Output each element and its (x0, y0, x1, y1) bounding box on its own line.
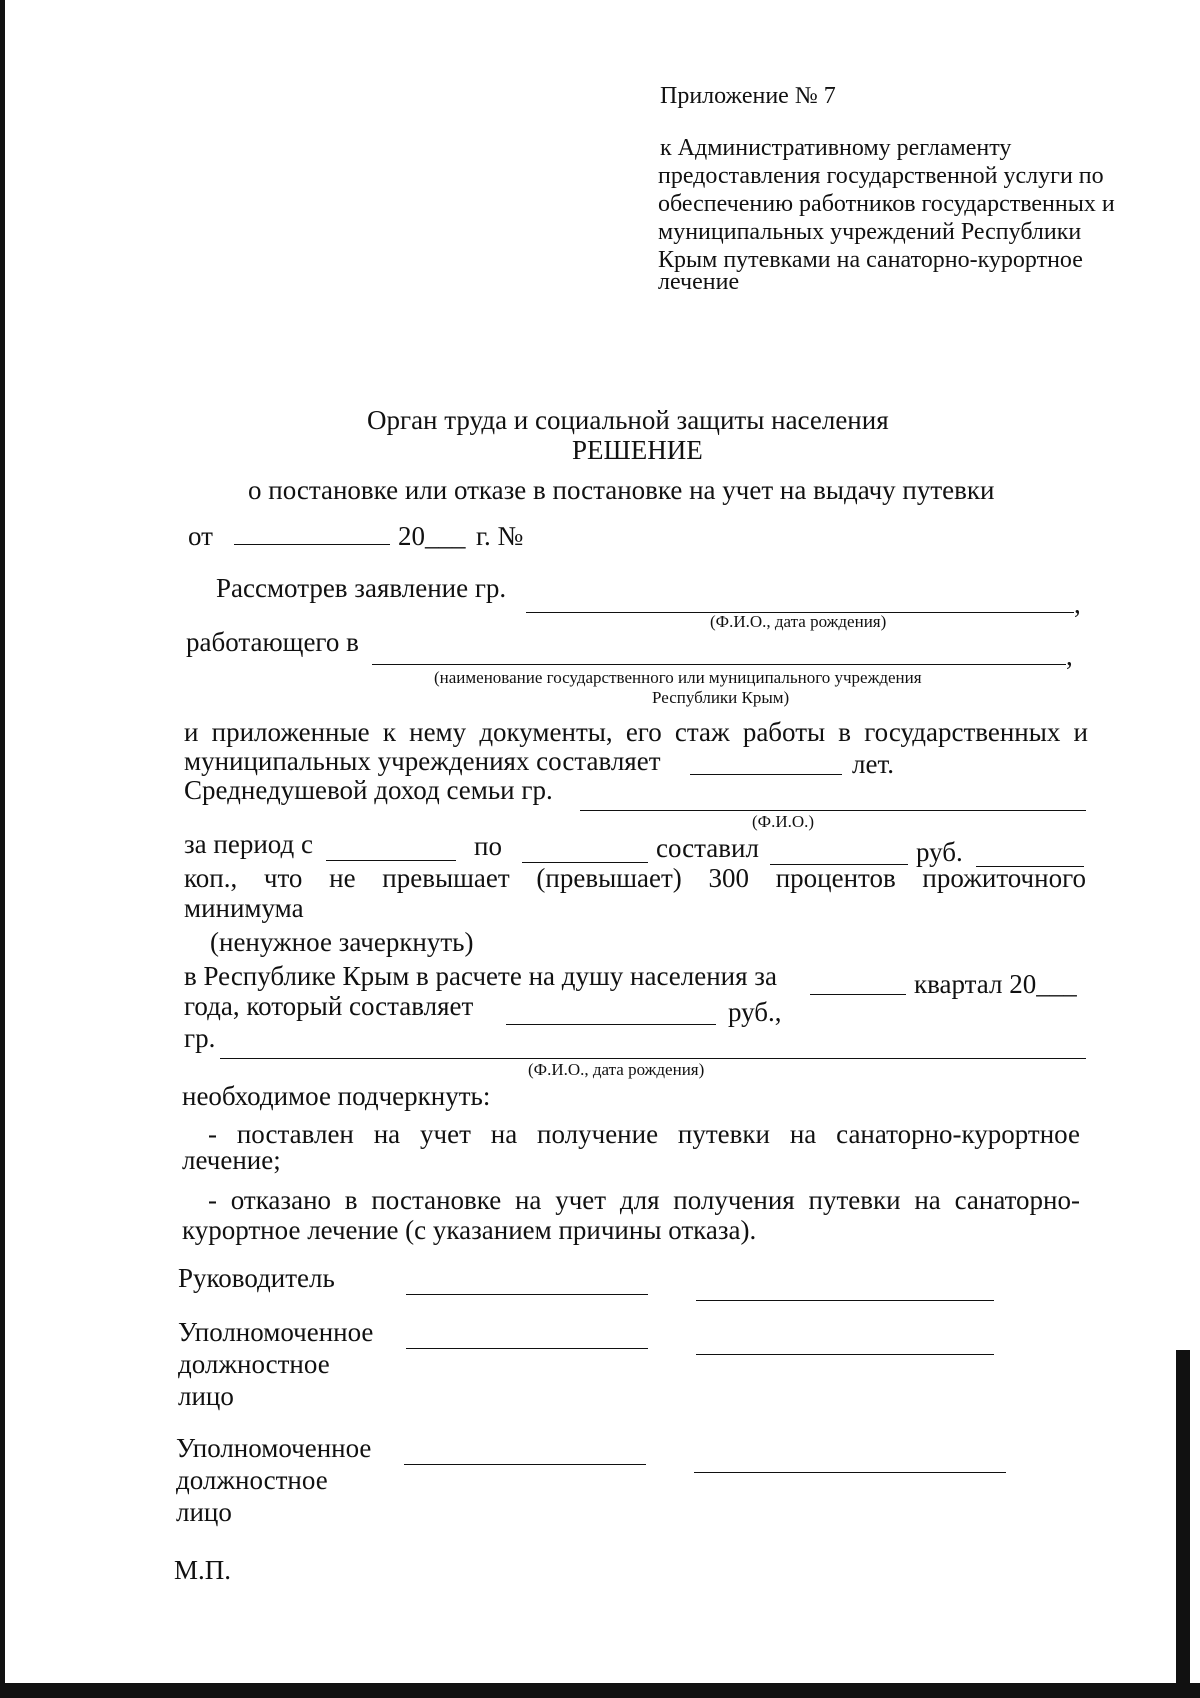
institution-comma: , (1066, 641, 1073, 671)
reference-line-2: предоставления государственной услуги по (658, 163, 1104, 189)
reference-line-4: муниципальных учреждений Республики (658, 219, 1082, 245)
gr-label: гр. (184, 1023, 216, 1053)
income-label: Среднедушевой доход семьи гр. (184, 775, 553, 805)
date-year: 20___ (398, 521, 466, 551)
official-1-line-2: должностное (178, 1349, 330, 1379)
minimum-amount-blank (506, 1024, 716, 1025)
hint-fio-birth: (Ф.И.О., дата рождения) (710, 612, 887, 631)
period-from-blank (326, 860, 456, 861)
year-line: года, который составляет (184, 991, 474, 1021)
scan-right-edge (1176, 1350, 1190, 1683)
stazh-line-2: муниципальных учреждениях составляет (184, 746, 661, 776)
stazh-years-blank (690, 774, 842, 775)
option-registered-line-2: лечение; (182, 1145, 281, 1175)
quarter-blank (810, 994, 906, 995)
reference-line-1: к Административному регламенту (660, 135, 1012, 161)
scan-left-mark (0, 648, 3, 660)
stazh-years-label: лет. (852, 749, 894, 779)
official-1-line-1: Уполномоченное (178, 1317, 374, 1347)
stazh-line-1: и приложенные к нему документы, его стаж работы в государственных и (184, 717, 1088, 747)
income-fio-blank (580, 810, 1086, 811)
official-1-signature-blank (406, 1348, 648, 1349)
hint-fio: (Ф.И.О.) (752, 812, 815, 831)
scan-left-edge (0, 0, 5, 1698)
applicant-comma: , (1074, 589, 1081, 619)
official-1-line-3: лицо (178, 1381, 234, 1411)
considered-label: Рассмотрев заявление гр. (216, 573, 507, 603)
head-name-blank (696, 1300, 994, 1301)
decision-title: РЕШЕНИЕ (572, 435, 703, 465)
working-in-label: работающего в (186, 627, 359, 657)
date-number-label: г. № (476, 521, 524, 551)
reference-line-3: обеспечению работников государственных и (658, 191, 1115, 217)
scan-bottom-edge (0, 1683, 1200, 1698)
organ-title: Орган труда и социальной защиты населения (367, 405, 889, 435)
official-1-name-blank (696, 1354, 994, 1355)
hint-institution-2: Республики Крым) (652, 688, 790, 707)
institution-blank (372, 664, 1066, 665)
gr-fio-blank (220, 1058, 1086, 1059)
date-blank (234, 544, 390, 545)
kop-line: коп., что не превышает (превышает) 300 процентов прожиточного (184, 863, 1086, 893)
official-2-line-1: Уполномоченное (176, 1433, 372, 1463)
rub-label: руб. (916, 837, 963, 867)
rub-comma-label: руб., (728, 997, 782, 1027)
amounted-label: составил (656, 833, 759, 863)
official-2-name-blank (694, 1472, 1006, 1473)
underline-note: необходимое подчеркнуть: (182, 1081, 491, 1111)
official-2-line-3: лицо (176, 1497, 232, 1527)
option-refused-line-1: - отказано в постановке на учет для получения путевки на санаторно- (208, 1185, 1080, 1215)
reference-line-5: Крым путевками на санаторно-курортное (658, 247, 1083, 273)
republic-line: в Республике Крым в расчете на душу населения за (184, 961, 777, 991)
decision-subject: о постановке или отказе в постановке на учет на выдачу путевки (248, 475, 995, 505)
period-to-label: по (474, 831, 502, 861)
head-label: Руководитель (178, 1263, 335, 1293)
option-refused-line-2: курортное лечение (с указанием причины отказа). (182, 1215, 757, 1245)
option-registered-line-1: - поставлен на учет на получение путевки на санаторно-курортное (208, 1119, 1080, 1149)
appendix-number: Приложение № 7 (660, 83, 836, 109)
hint-fio-birth-2: (Ф.И.О., дата рождения) (528, 1060, 705, 1079)
hint-institution-1: (наименование государственного или муниципального учреждения (434, 668, 922, 687)
minimum-label: минимума (184, 893, 304, 923)
reference-line-6: лечение (658, 269, 740, 295)
strike-note: (ненужное зачеркнуть) (210, 927, 474, 957)
date-prefix: от (188, 521, 213, 551)
official-2-line-2: должностное (176, 1465, 328, 1495)
head-signature-blank (406, 1294, 648, 1295)
period-from-label: за период с (184, 829, 313, 859)
seal-label: М.П. (174, 1555, 232, 1585)
quarter-label: квартал 20___ (914, 969, 1077, 999)
official-2-signature-blank (404, 1464, 646, 1465)
